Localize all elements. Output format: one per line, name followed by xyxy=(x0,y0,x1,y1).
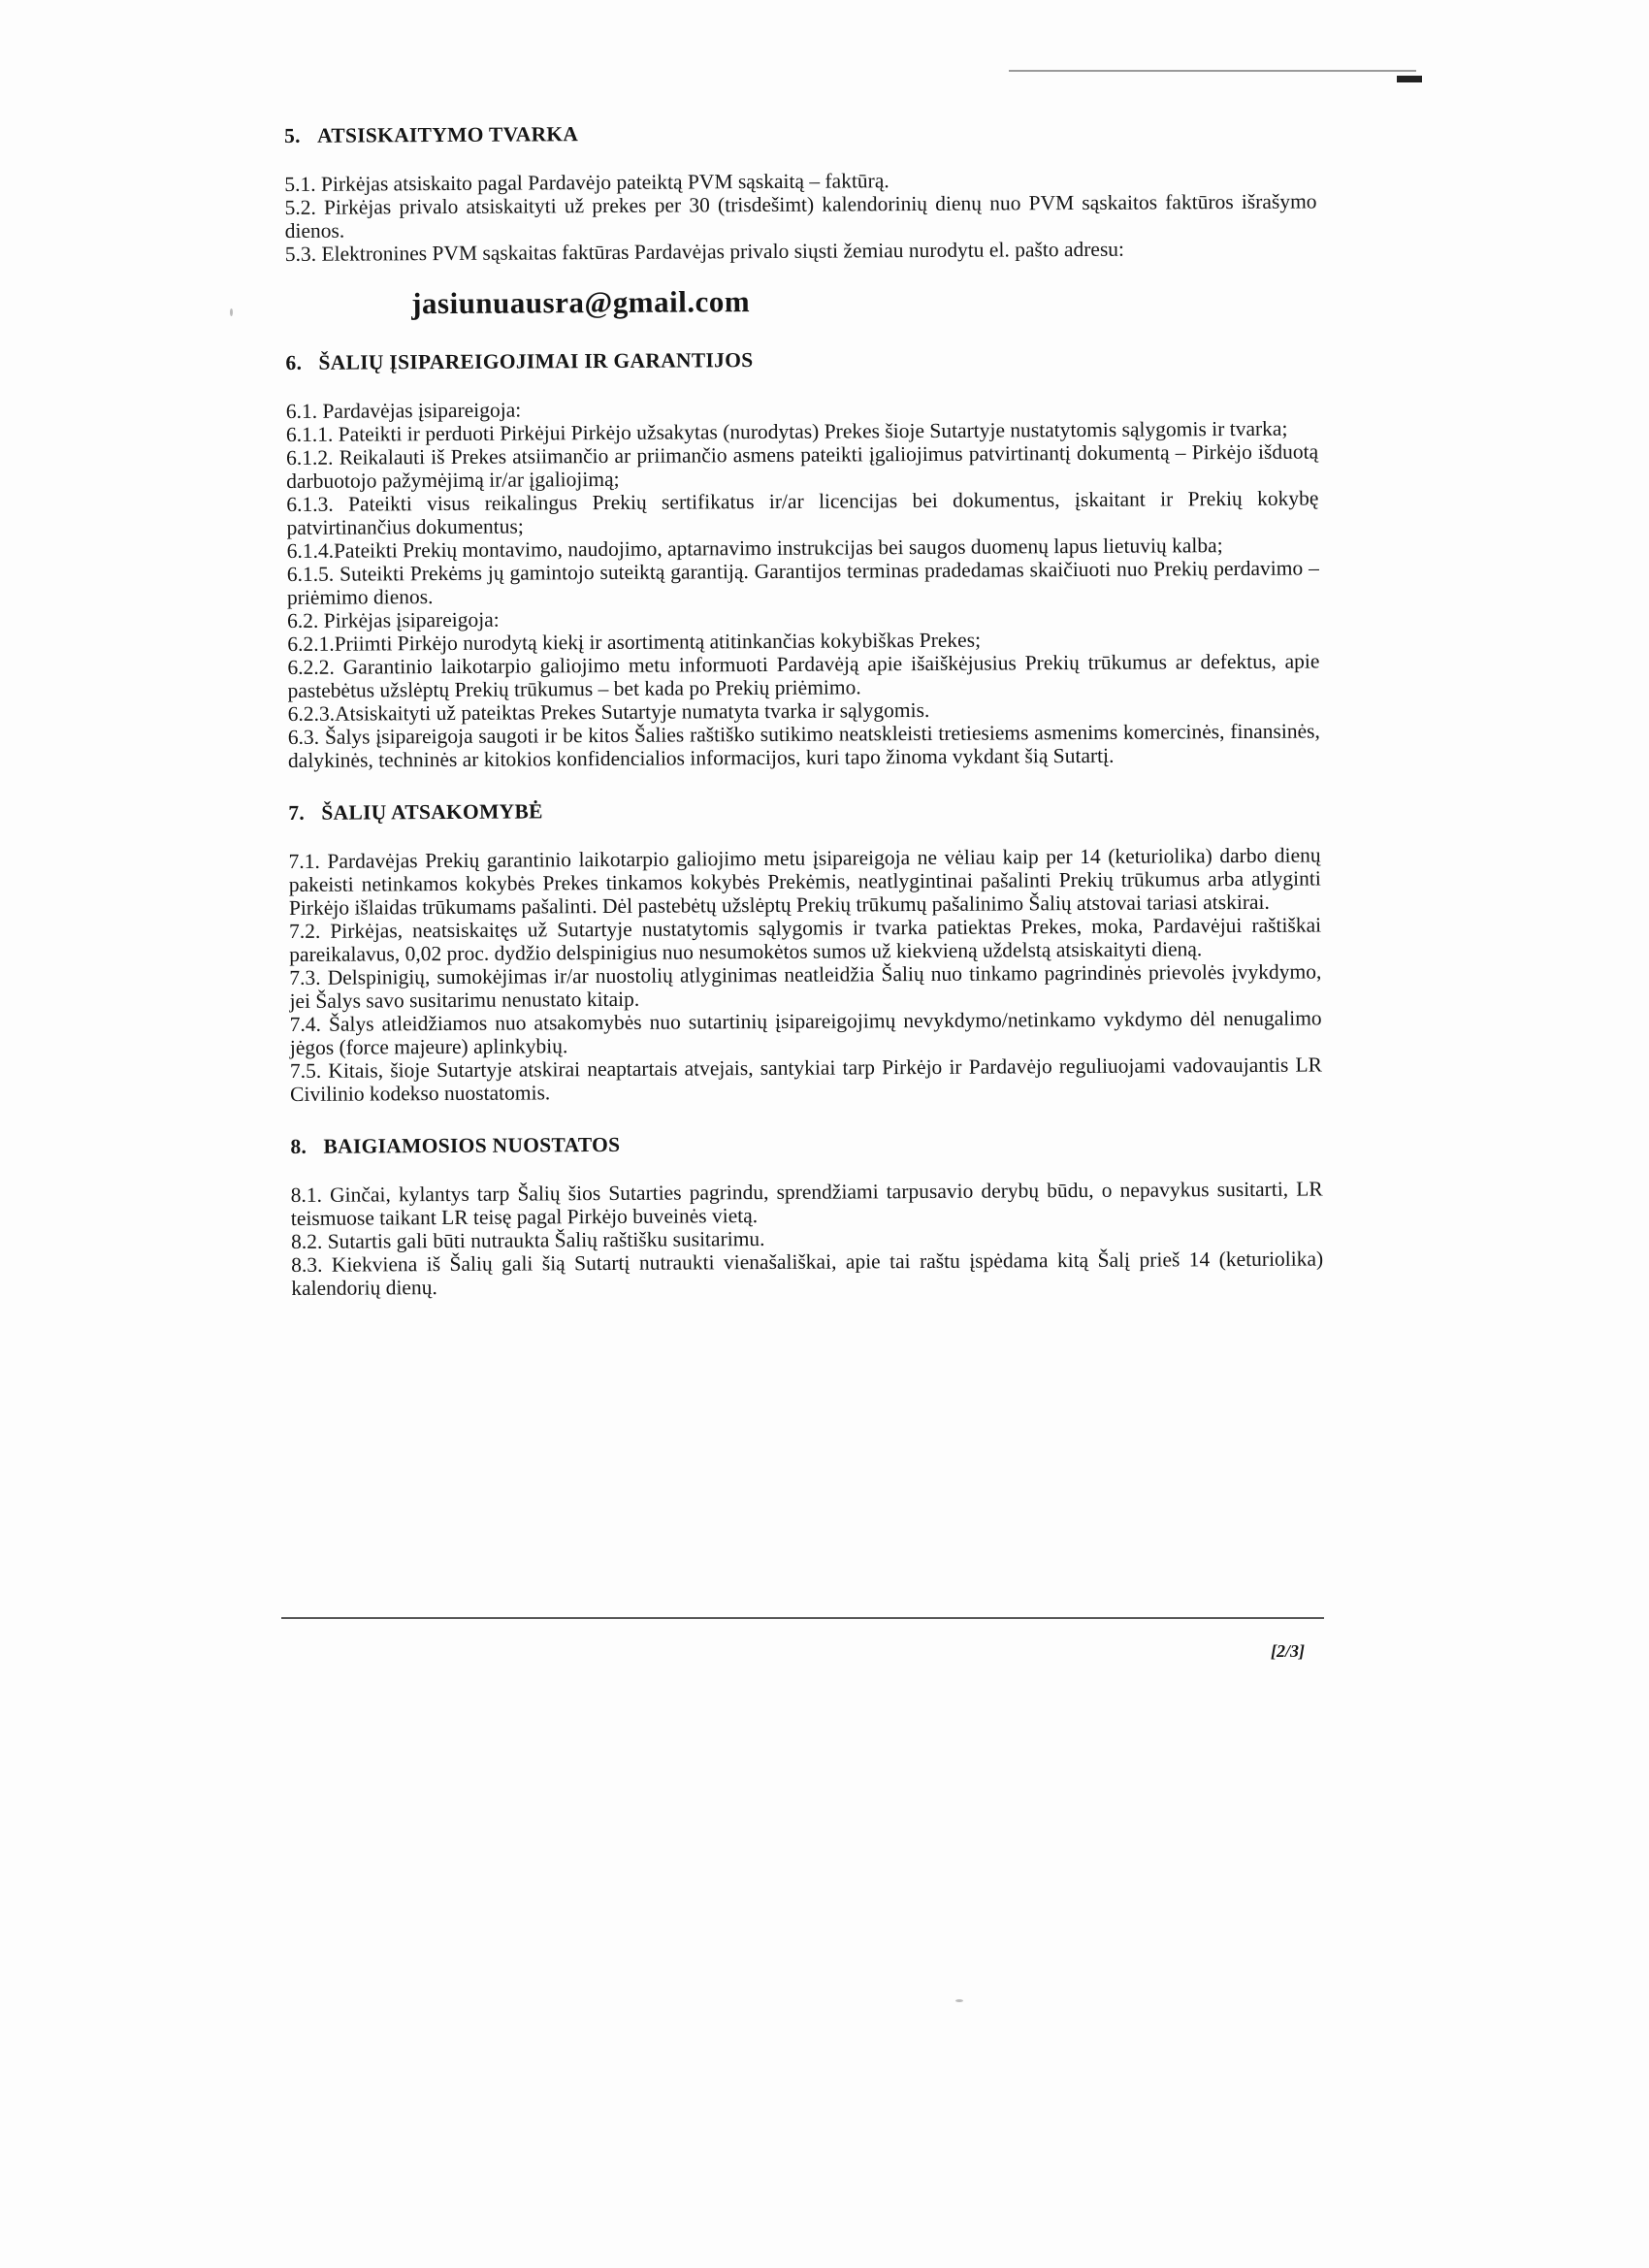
footer-rule xyxy=(281,1617,1324,1619)
clause-6-3: 6.3. Šalys įsipareigoja saugoti ir be kitos Šalies raštiško sutikimo neatskleisti tretiesiems asmenims komercinės, finansinės, dalykinės, techninės ar kitokios konfidencialios informacijos, kuri tapo žinoma vykdant šią Sutartį. xyxy=(287,719,1320,772)
scan-speck xyxy=(230,308,233,316)
clause-5-3: 5.3. Elektronines PVM sąskaitas faktūras Pardavėjas privalo siųsti žemiau nurodytu el. pašto adresu: xyxy=(284,237,1125,266)
section-number: 7. xyxy=(288,800,306,825)
clause-6-1-5: 6.1.5. Suteikti Prekėms jų gamintojo suteiktą garantiją. Garantijos terminas pradedamas skaičiuoti nuo Prekių perdavimo – priėmimo dienos. xyxy=(286,556,1319,609)
clause-8-3: 8.3. Kiekviena iš Šalių gali šią Sutartį nutraukti vienašališkai, apie tai raštu įspėdama kitą Šalį prieš 14 (keturiolika) kalendorių dienų. xyxy=(291,1247,1324,1300)
clause-7-2: 7.2. Pirkėjas, neatsiskaitęs už Sutartyje nustatytomis sąlygomis ir tvarka patiektas Prekes, moka, Pardavėjui raštiškai pareikalavus, 0,02 proc. dydžio delspinigius nuo nesumokėtos sumos už kiekvieną uždelstą atsiskaityti dieną. xyxy=(289,913,1322,966)
clause-7-3: 7.3. Delspinigių, sumokėjimas ir/ar nuostolių atlyginimas neatleidžia Šalių nuo tinkamo pagrindinės prievolės įvykdymo, jei Šalys savo susitarimu nenustato kitaip. xyxy=(289,959,1322,1013)
clause-7-4: 7.4. Šalys atleidžiamos nuo atsakomybės nuo sutartinių įsipareigojimų nevykdymo/netinkamo vykdymo dėl nenugalimo jėgos (force majeure) aplinkybių. xyxy=(289,1006,1322,1059)
scan-speck xyxy=(955,1999,963,2002)
section-title: ATSISKAITYMO TVARKA xyxy=(316,122,579,147)
section-6-heading xyxy=(285,344,1317,373)
document-body xyxy=(284,118,1323,1300)
clause-6-2-1: 6.2.1.Priimti Pirkėjo nurodytą kiekį ir asortimentą atitinkančias kokybiškas Prekes; xyxy=(287,628,982,656)
section-number: 8. xyxy=(290,1134,307,1158)
scan-top-mark xyxy=(1397,76,1422,82)
section-8-heading xyxy=(290,1128,1322,1157)
clause-6-1-1: 6.1.1. Pateikti ir perduoti Pirkėjui Pirkėjo užsakytas (nurodytas) Prekes šioje Sutartyje nustatytomis sąlygomis ir tvarka; xyxy=(285,416,1288,446)
section-title: ŠALIŲ ATSAKOMYBĖ xyxy=(321,799,543,825)
section-number: 5. xyxy=(284,123,301,147)
clause-6-1: 6.1. Pardavėjas įsipareigoja: xyxy=(285,398,522,423)
page-number: [2/3] xyxy=(1271,1641,1305,1661)
clause-7-1: 7.1. Pardavėjas Prekių garantinio laikotarpio galiojimo metu įsipareigoja ne vėliau kaip per 14 (keturiolika) darbo dienų pakeisti netinkamos kokybės Prekes tinkamos kokybės Prekėmis, neatlygintinai pašalinti Prekių trūkumus arba atlyginti Pirkėjo išlaidas trūkumams pašalinti. Dėl pastebėtų užslėptų Prekių trūkumų pašalinimo Šalių atstovai tariasi atskirai. xyxy=(288,843,1321,920)
clause-8-1: 8.1. Ginčai, kylantys tarp Šalių šios Sutarties pagrindu, sprendžiami tarpusavio derybų būdu, o nepavykus susitarti, LR teismuose taikant LR teisę pagal Pirkėjo buveinės vietą. xyxy=(290,1177,1323,1230)
clause-6-2-3: 6.2.3.Atsiskaityti už pateiktas Prekes Sutartyje numatyta tvarka ir sąlygomis. xyxy=(287,697,930,726)
clause-8-2: 8.2. Sutartis gali būti nutraukta Šalių raštišku susitarimu. xyxy=(290,1226,765,1253)
clause-5-2: 5.2. Pirkėjas privalo atsiskaityti už prekes per 30 (trisdešimt) kalendorinių dienų nuo PVM sąskaitos faktūros išrašymo dienos. xyxy=(284,189,1317,243)
clause-6-1-4: 6.1.4.Pateikti Prekių montavimo, naudojimo, aptarnavimo instrukcijas bei saugos duomenų lapus lietuvių kalba; xyxy=(286,534,1223,563)
clause-6-1-3: 6.1.3. Pateikti visus reikalingus Prekių sertifikatus ir/ar licencijas bei dokumentus, įskaitant ir Prekių kokybę patvirtinančius dokumentus; xyxy=(286,486,1319,539)
section-5-heading xyxy=(284,118,1316,147)
clause-5-1: 5.1. Pirkėjas atsiskaito pagal Pardavėjo pateiktą PVM sąskaitą – faktūrą. xyxy=(284,169,889,196)
section-title: ŠALIŲ ĮSIPAREIGOJIMAI IR GARANTIJOS xyxy=(318,348,754,374)
scan-top-rule xyxy=(1009,70,1416,72)
section-7-heading xyxy=(288,794,1320,824)
clause-6-1-2: 6.1.2. Reikalauti iš Prekes atsiimančio ar priimančio asmens pateikti įgaliojimus patvirtinantį dokumentą – Pirkėjo išduotą darbuotojo pažymėjimą ir/ar įgaliojimą; xyxy=(286,439,1319,493)
invoice-email-address: jasiunuausra@gmail.com xyxy=(411,284,751,321)
clause-7-5: 7.5. Kitais, šioje Sutartyje atskirai neaptartais atvejais, santykiai tarp Pirkėjo ir Pardavėjo reguliuojami vadovaujantis LR Civilinio kodekso nuostatomis. xyxy=(289,1053,1323,1106)
clause-6-2: 6.2. Pirkėjas įsipareigoja: xyxy=(287,607,500,632)
section-number: 6. xyxy=(285,350,303,374)
clause-6-2-2: 6.2.2. Garantinio laikotarpio galiojimo metu informuoti Pardavėją apie išaiškėjusius Prekių trūkumus ar defektus, apie pastebėtus užslėptų Prekių trūkumus – bet kada po Prekių priėmimo. xyxy=(287,649,1320,702)
section-title: BAIGIAMOSIOS NUOSTATOS xyxy=(323,1132,621,1158)
